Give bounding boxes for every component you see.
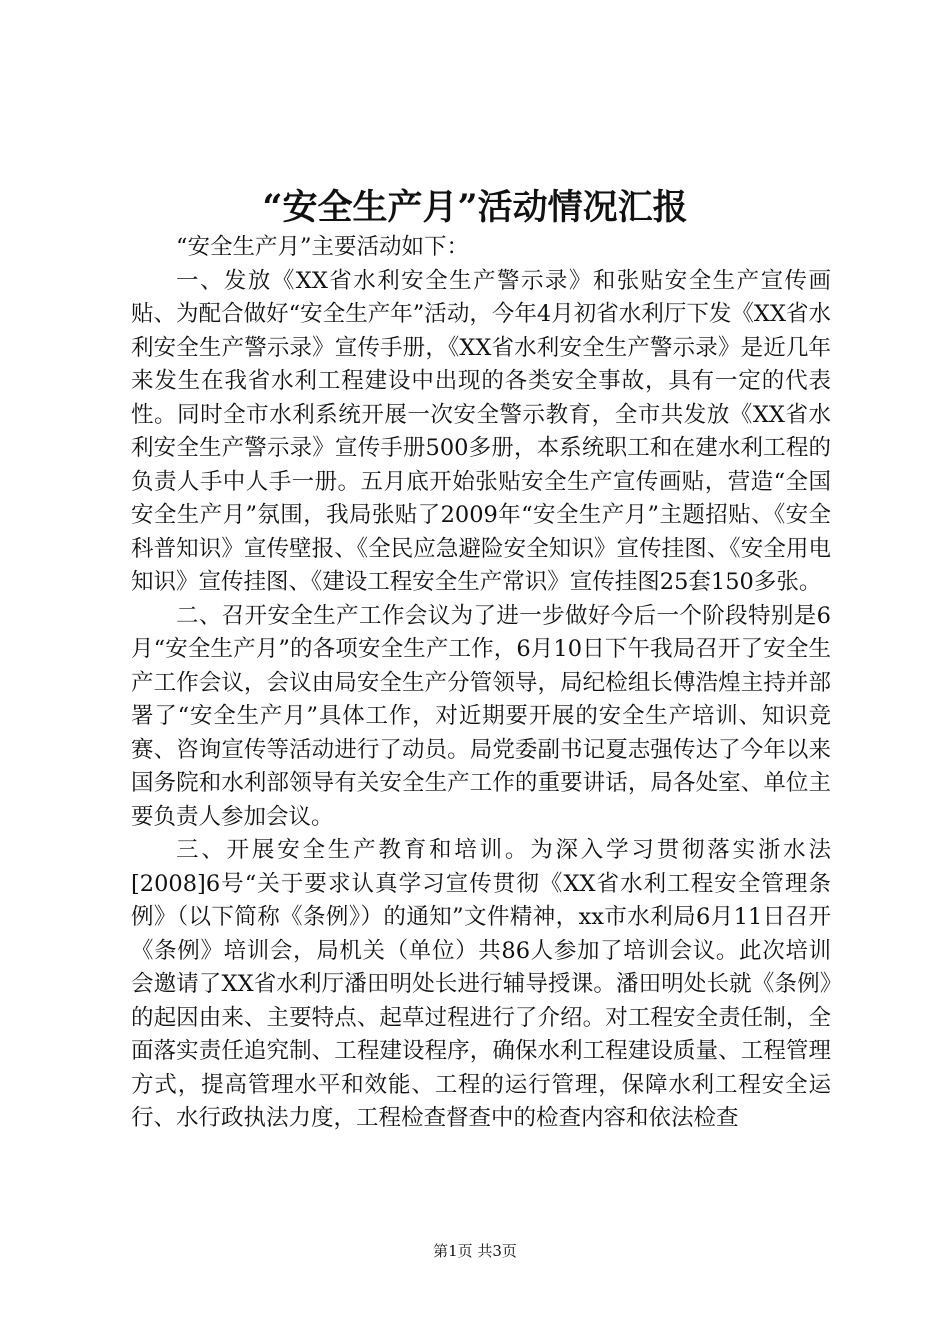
document-title: “安全生产月”活动情况汇报 [262,187,688,228]
page-footer: 第1页 共3页 [433,1242,517,1260]
intro-paragraph: “安全生产月”主要活动如下： [176,234,470,260]
section-three-paragraph: 三、开展安全生产教育和培训。为深入学习贯彻落实浙水法[2008]6号“关于要求认真学习宣传贯彻《XX省水利工程安全管理条例》（以下简称《条例》）的通知”文件精神，xx市水利局6月11日召开《条例》培训会，局机关（单位）共86人参加了培训会议。此次培训会邀请了XX省水利厅潘田明处长进行辅导授课。潘田明处长就《条例》的起因由来、主要特点、起草过程进行了介绍。对工程安全责任制，全面落实责任追究制、工程建设程序，确保水利工程建设质量、工程管理方式，提高管理水平和效能、工程的运行管理，保障水利工程安全运行、水行政执法力度，工程检查督查中的检查内容和依法检查 [131,837,831,1131]
section-two-paragraph: 二、召开安全生产工作会议为了进一步做好今后一个阶段特别是6月“安全生产月”的各项安全生产工作，6月10日下午我局召开了安全生产工作会议，会议由局安全生产分管领导，局纪检组长傅浩煌主持并部署了“安全生产月”具体工作，对近期要开展的安全生产培训、知识竞赛、咨询宣传等活动进行了动员。局党委副书记夏志强传达了今年以来国务院和水利部领导有关安全生产工作的重要讲话，局各处室、单位主要负责人参加会议。 [131,602,831,830]
document-body [131,231,831,1136]
section-one-paragraph: 一、发放《XX省水利安全生产警示录》和张贴安全生产宣传画贴、为配合做好“安全生产年”活动，今年4月初省水利厅下发《XX省水利安全生产警示录》宣传手册，《XX省水利安全生产警示录》是近几年来发生在我省水利工程建设中出现的各类安全事故，具有一定的代表性。同时全市水利系统开展一次安全警示教育，全市共发放《XX省水利安全生产警示录》宣传手册500多册，本系统职工和在建水利工程的负责人手中人手一册。五月底开始张贴安全生产宣传画贴，营造“全国安全生产月”氛围，我局张贴了2009年“安全生产月”主题招贴、《安全科普知识》宣传壁报、《全民应急避险安全知识》宣传挂图、《安全用电知识》宣传挂图、《建设工程安全生产常识》宣传挂图25套150多张。 [131,267,831,595]
